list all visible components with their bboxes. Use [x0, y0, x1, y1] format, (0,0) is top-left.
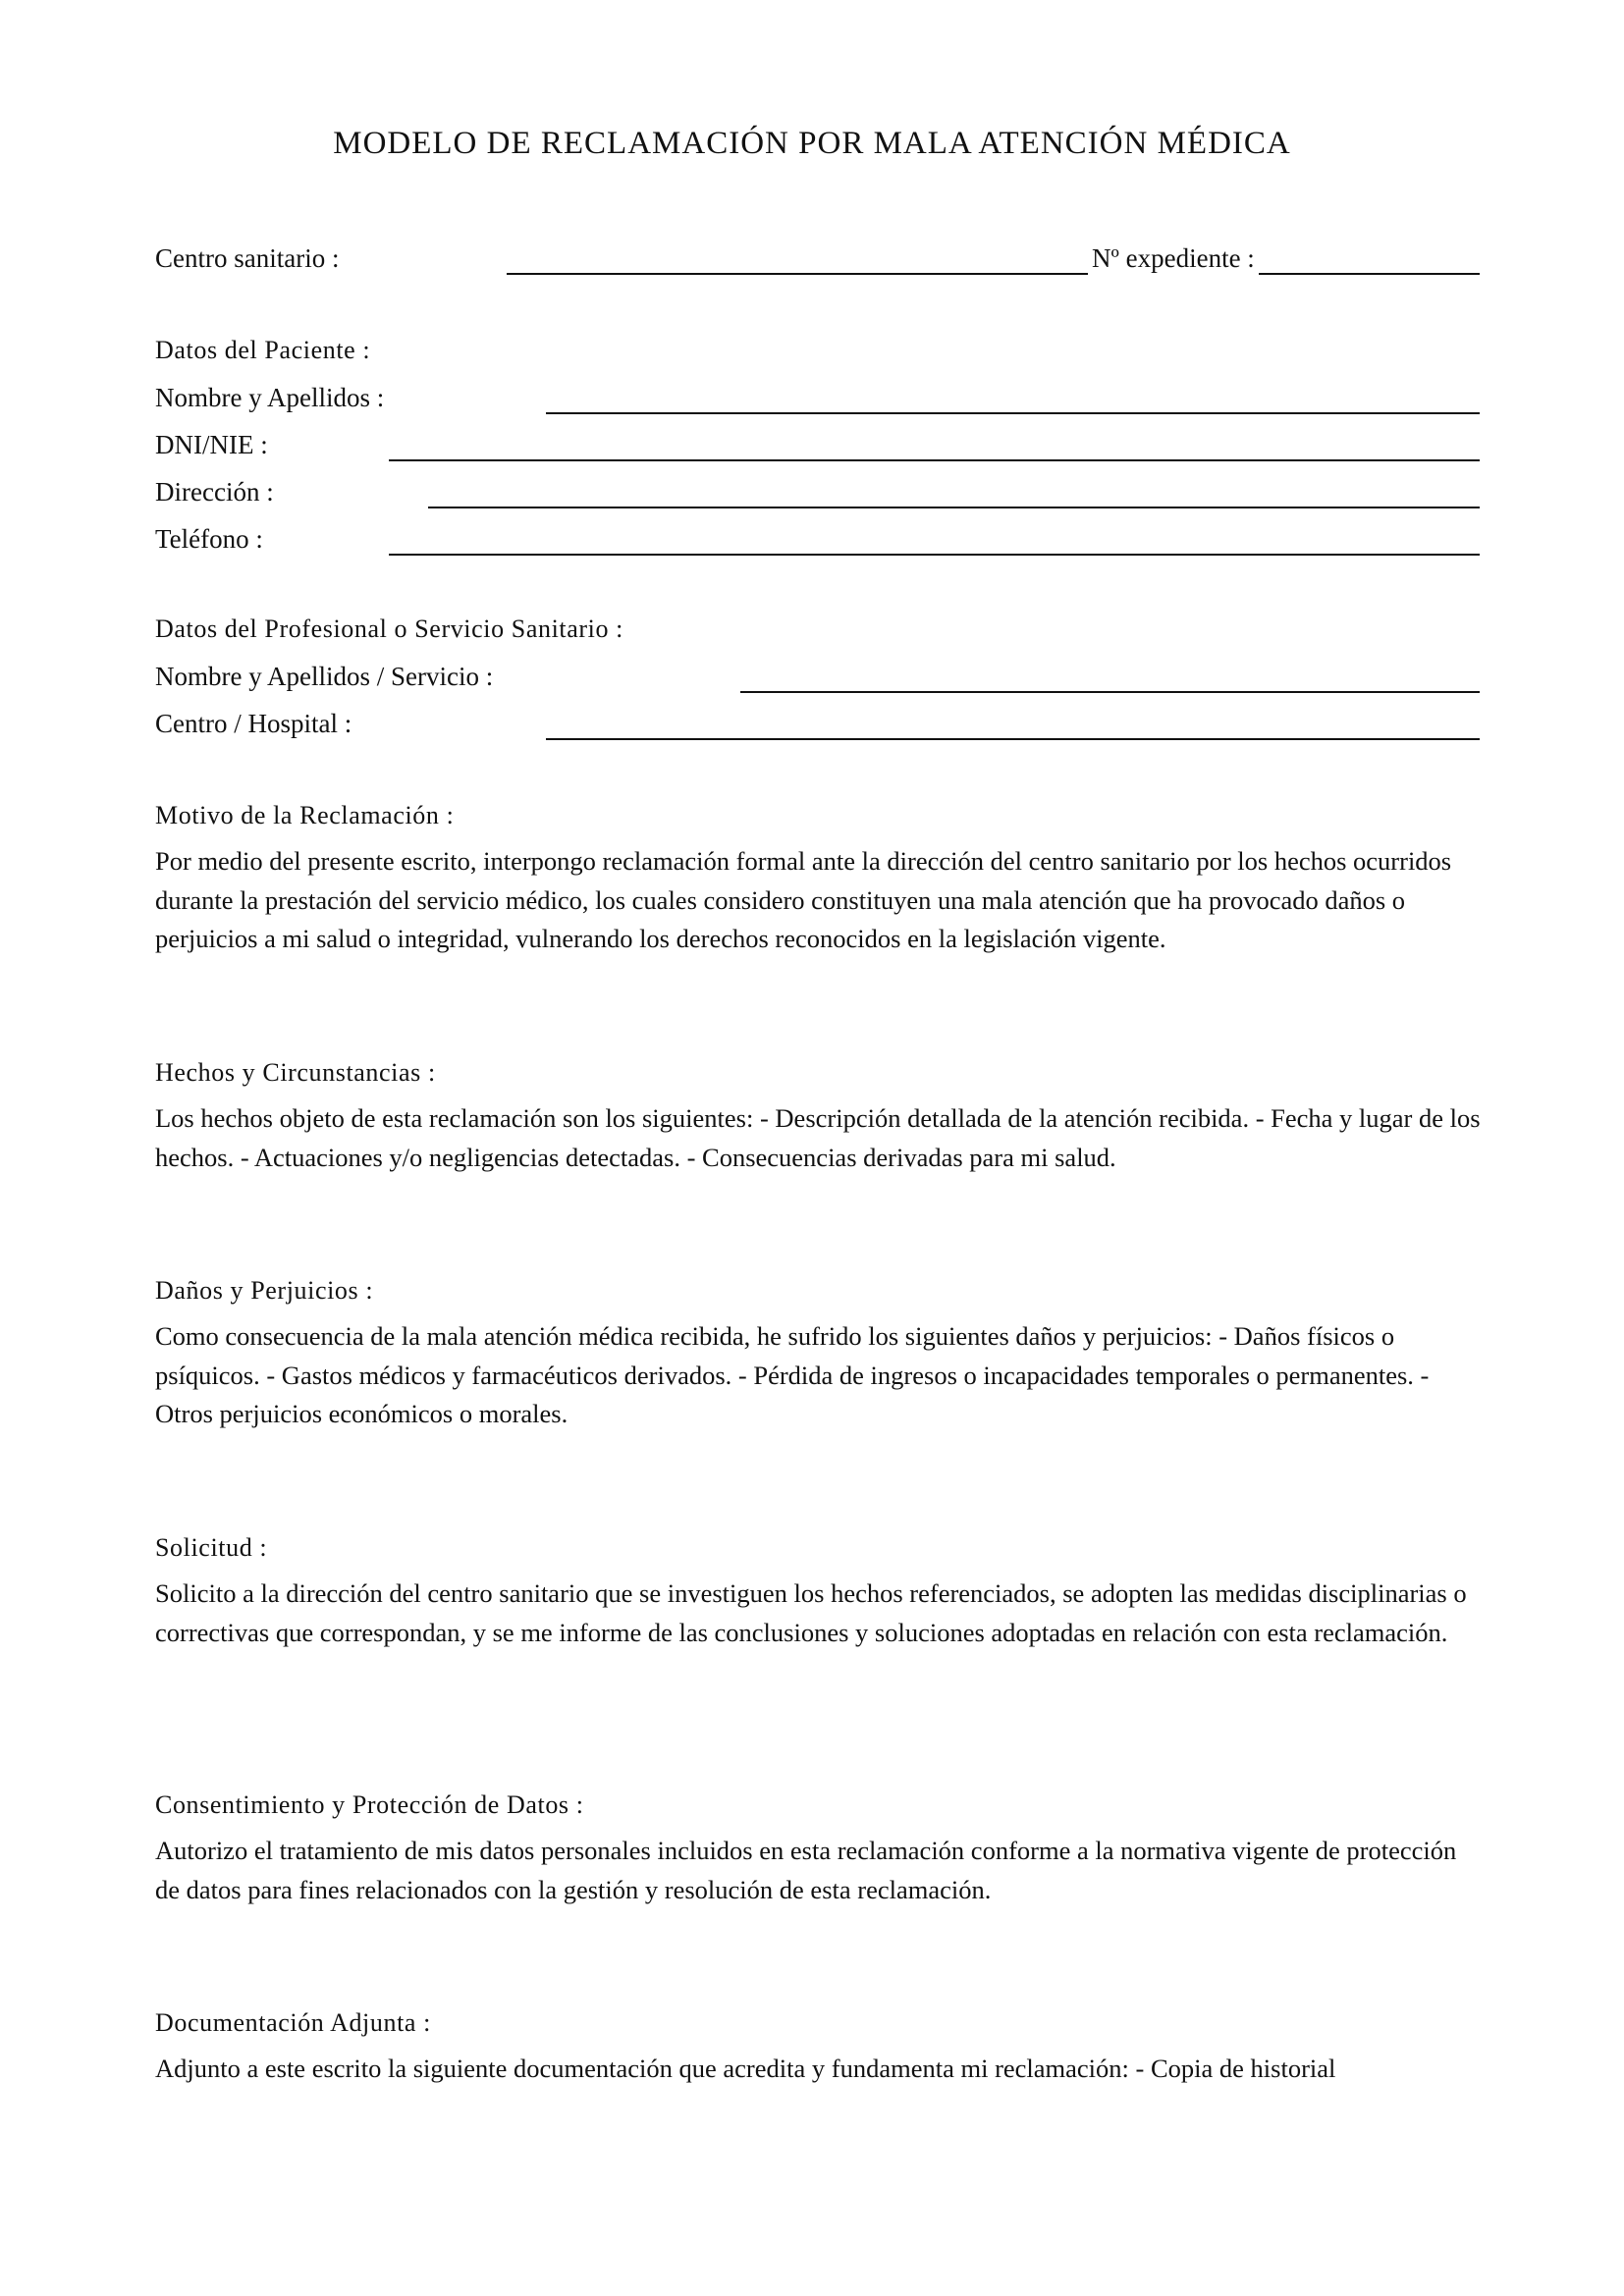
profesional-centro-row: [155, 697, 1480, 740]
documentacion-text: Adjunto a este escrito la siguiente documentación que acredita y fundamenta mi reclamación: - Copia de historial: [155, 2054, 1336, 2083]
paciente-direccion-field[interactable]: [428, 507, 1480, 508]
paciente-heading: Datos del Paciente :: [155, 336, 371, 364]
profesional-nombre-field[interactable]: [740, 691, 1480, 693]
paciente-dni-label: DNI/NIE :: [155, 430, 268, 459]
profesional-centro-field[interactable]: [546, 738, 1480, 740]
paciente-direccion-label: Dirección :: [155, 477, 274, 507]
centro-sanitario-field[interactable]: [507, 273, 1480, 275]
centro-sanitario-label: Centro sanitario :: [155, 243, 340, 273]
paciente-telefono-label: Teléfono :: [155, 524, 263, 554]
documentacion-heading: Documentación Adjunta :: [155, 2008, 431, 2037]
solicitud-text: Solicito a la dirección del centro sanitario que se investiguen los hechos referenciados, se adopten las medidas disciplinarias o correctivas que correspondan, y se me informe de las conclusiones y soluciones adoptadas en relación con esta reclamación.: [155, 1578, 1467, 1647]
paciente-nombre-field[interactable]: [546, 412, 1480, 414]
consentimiento-text: Autorizo el tratamiento de mis datos personales incluidos en esta reclamación conforme a la normativa vigente de protección de datos para fines relacionados con la gestión y resolución de esta reclamación.: [155, 1836, 1457, 1904]
solicitud-heading: Solicitud :: [155, 1533, 268, 1562]
paciente-dni-field[interactable]: [389, 459, 1480, 461]
profesional-centro-label: Centro / Hospital :: [155, 709, 352, 738]
centro-expediente-row: [155, 232, 1480, 275]
profesional-heading: Datos del Profesional o Servicio Sanitario :: [155, 614, 623, 643]
paciente-dni-row: [155, 418, 1480, 461]
paciente-telefono-field[interactable]: [389, 554, 1480, 556]
consentimiento-heading: Consentimiento y Protección de Datos :: [155, 1790, 584, 1819]
paciente-telefono-row: [155, 512, 1480, 556]
profesional-nombre-label: Nombre y Apellidos / Servicio :: [155, 662, 494, 691]
page-title: MODELO DE RECLAMACIÓN POR MALA ATENCIÓN MÉDICA: [333, 126, 1291, 161]
profesional-nombre-row: [155, 650, 1480, 693]
danos-text: Como consecuencia de la mala atención médica recibida, he sufrido los siguientes daños y perjuicios: - Daños físicos o psíquicos. - Gastos médicos y farmacéuticos derivados. - Pérdida de ingresos o incapacidades temporales o permanentes. - Otros perjuicios económicos o morales.: [155, 1321, 1430, 1428]
hechos-text: Los hechos objeto de esta reclamación son los siguientes: - Descripción detallada de la atención recibida. - Fecha y lugar de los hechos. - Actuaciones y/o negligencias detectadas. - Consecuencias derivadas para mi salud.: [155, 1103, 1481, 1172]
paciente-direccion-row: [155, 465, 1480, 508]
expediente-label: Nº expediente :: [1088, 241, 1259, 275]
paciente-nombre-row: [155, 371, 1480, 414]
motivo-text: Por medio del presente escrito, interpongo reclamación formal ante la dirección del centro sanitario por los hechos ocurridos durante la prestación del servicio médico, los cuales considero constituyen una mala atención que ha provocado daños o perjuicios a mi salud o integridad, vulnerando los derechos reconocidos en la legislación vigente.: [155, 846, 1452, 953]
paciente-nombre-label: Nombre y Apellidos :: [155, 383, 385, 412]
danos-heading: Daños y Perjuicios :: [155, 1276, 374, 1305]
motivo-heading: Motivo de la Reclamación :: [155, 801, 455, 829]
hechos-heading: Hechos y Circunstancias :: [155, 1058, 436, 1087]
